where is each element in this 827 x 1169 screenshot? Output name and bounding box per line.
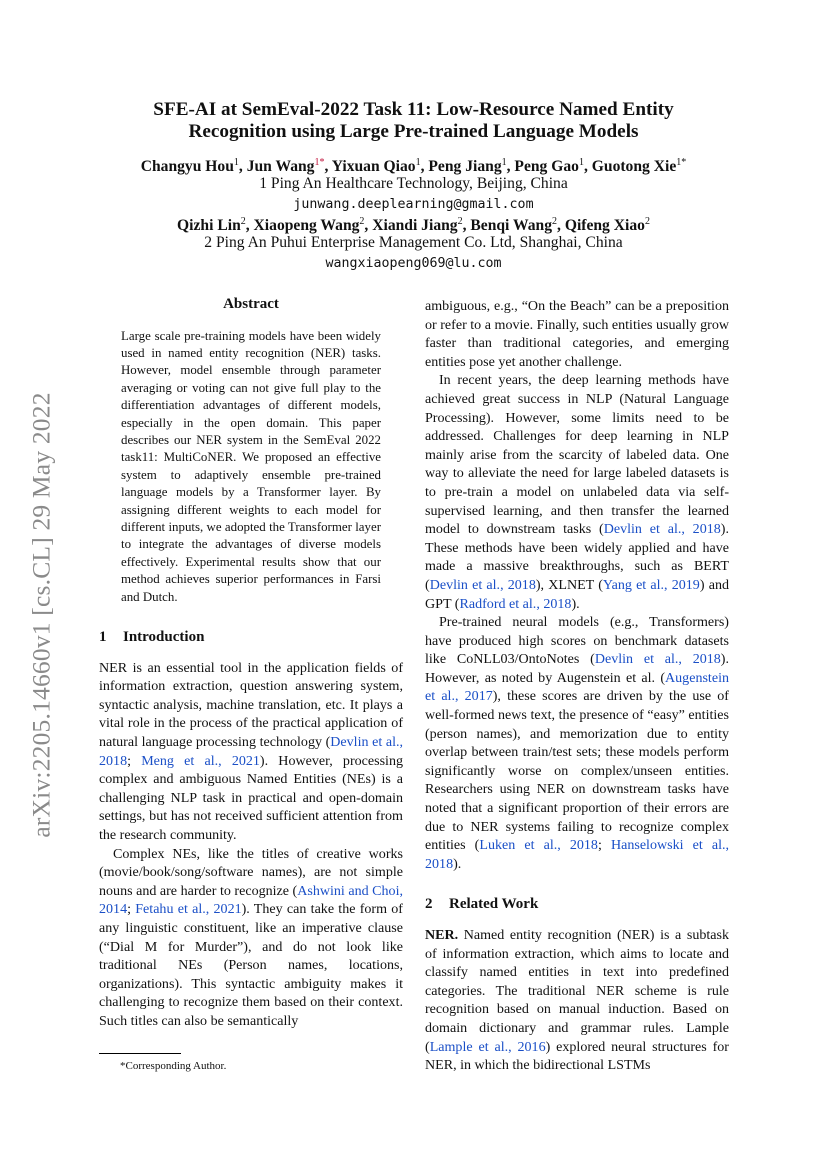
author-name: Benqi Wang <box>470 217 553 235</box>
author-affiliation-mark: 2 <box>359 216 365 227</box>
paragraph-text: ). These methods have been widely applied and have made a massive breakthroughs, such as BERT ( <box>425 521 729 593</box>
citation-link[interactable]: Meng et al., 2021 <box>141 752 260 769</box>
citation-link[interactable]: Hanselowski et al., 2018 <box>425 837 730 872</box>
intro-paragraph-1 <box>99 659 403 845</box>
paragraph-text: NER is an essential tool in the application fields of information extraction, question answering system, syntactic analysis, machine translation, etc. It plays a vital role in the process of the practical application of natural language processing technology ( <box>99 659 403 751</box>
right-column <box>425 297 729 1075</box>
author-name: Yixuan Qiao <box>331 158 416 176</box>
intro-paragraph-2 <box>99 845 403 1031</box>
author-affiliation-mark: 2 <box>457 216 463 227</box>
author-affiliation-mark: 1 <box>501 157 507 168</box>
paragraph-text: ). However, processing complex and ambiguous Named Entities (NEs) is a challenging NLP task in practical and open-domain settings, but has not received sufficient attention from the research community. <box>99 752 403 844</box>
author-name: Changyu Hou <box>140 158 234 176</box>
title-line-1: SFE-AI at SemEval-2022 Task 11: Low-Resource Named Entity <box>153 99 674 120</box>
citation-link[interactable]: Devlin et al., 2018 <box>594 651 721 668</box>
affiliation-1: 1 Ping An Healthcare Technology, Beijing, China <box>259 175 568 192</box>
footnote-corresponding-author: *Corresponding Author. <box>120 1060 227 1072</box>
author-affiliation-mark: 2 <box>644 216 650 227</box>
paragraph-text: ; <box>127 752 142 769</box>
intro-paragraph-2-continued: ambiguous, e.g., “On the Beach” can be a preposition or refer to a movie. Finally, such entities usually grow faster than traditional categories, and emerging entities pose yet another challenge. <box>425 298 729 370</box>
paragraph-lead: NER. <box>425 927 459 943</box>
paragraph-text: ). <box>571 595 580 612</box>
related-work-paragraph-1 <box>425 926 729 1075</box>
citation-link[interactable]: Fetahu et al., 2021 <box>135 901 242 918</box>
citation-link[interactable]: Devlin et al., 2018 <box>429 576 536 593</box>
paragraph-text: Complex NEs, like the titles of creative works (movie/book/song/software names), are not simple nouns and are harder to recognize ( <box>99 845 403 899</box>
citation-link[interactable]: Luken et al., 2018 <box>479 837 598 854</box>
paragraph-text: ) explored neural structures for NER, in which the bidirectional LSTMs <box>425 1038 729 1074</box>
citation-link[interactable]: Yang et al., 2019 <box>602 576 700 593</box>
paragraph-text: ), these scores are driven by the use of well-formed news text, the presence of “easy” entities (person names), and memorization due to entity overlap between train/test sets; these models perform significantly worse on complex/unseen entities. Researchers using NER on downstream tasks have noted that a significant proportion of their errors are due to NER systems failing to recognize complex entities ( <box>425 688 729 854</box>
paragraph-text: Pre-trained neural models (e.g., Transformers) have produced high scores on benchmark datasets like CoNLL03/OntoNotes ( <box>425 614 729 668</box>
paragraph-text: ). They can take the form of any linguistic constituent, like an imperative clause (“Dial M for Murder”), and do not look like traditional NEs (Person names, locations, organizations). This syntactic ambiguity makes it challenging to recognize them based on their context. Such titles can also be semantically <box>99 901 403 1029</box>
section-heading-introduction <box>99 628 403 647</box>
citation-link[interactable]: Ashwini and Choi, 2014 <box>99 882 403 918</box>
author-affiliation-mark[interactable]: 1* <box>314 157 325 168</box>
abstract-text: Large scale pre-training models have been widely used in named entity recognition (NER) tasks. However, model ensemble through parameter averaging or voting can not give full play to the differentiation advantages of different models, especially in the open domain. This paper describes our NER system in the SemEval 2022 task11: MultiCoNER. We proposed an effective system to adaptively ensemble pre-trained language models by a Transformer layer. By assigning different weights to each model for different inputs, we adopted the Transformer layer to integrate the advantages of diverse models effectively. Experimental results show that our method achieves superior performances in Farsi and Dutch. <box>121 328 381 604</box>
email-2: wangxiaopeng069@lu.com <box>325 256 502 271</box>
paragraph-text: ; <box>127 901 136 918</box>
author-name: Qifeng Xiao <box>564 217 645 235</box>
paragraph-text: In recent years, the deep learning methods have achieved great success in NLP (Natural Language Processing). However, some limits need to be addressed. Challenges for deep learning in NLP mainly arise from the scarcity of labeled data. One way to alleviate the need for large labeled datasets is to pre-train a model on unlabeled data via self-supervised learning, and then transfer the learned model to downstream tasks ( <box>425 372 729 538</box>
author-list-1: Changyu Hou$^1$, Jun Wang$^{1*}$, Yixuan Qiao$^1$, Peng Jiang$^1$, Peng Gao$^1$, Guotong Xie$^{1*}$ <box>140 157 687 176</box>
citation-link[interactable]: Radford et al., 2018 <box>459 595 572 612</box>
paragraph-text: ; <box>597 837 611 854</box>
author-name: Qizhi Lin <box>177 217 241 235</box>
author-name: Jun Wang <box>246 158 315 176</box>
author-name: Peng Jiang <box>428 158 502 176</box>
citation-link[interactable]: Lample et al., 2016 <box>429 1038 546 1055</box>
citation-link[interactable]: Devlin et al., 2018 <box>603 521 721 538</box>
author-name: Peng Gao <box>514 158 579 176</box>
title-line-2: Recognition using Large Pre-trained Language Models <box>188 121 639 142</box>
author-affiliation-mark: 1 <box>578 157 584 168</box>
author-list-2: Qizhi Lin$^2$, Xiaopeng Wang$^2$, Xiandi Jiang$^2$, Benqi Wang$^2$, Qifeng Xiao$^2$ <box>177 216 650 235</box>
paragraph-text: ). <box>453 855 462 872</box>
author-name: Xiandi Jiang <box>372 217 458 235</box>
arxiv-identifier-stamp <box>22 355 62 875</box>
author-affiliation-mark: 1 <box>415 157 421 168</box>
author-affiliation-mark: 2 <box>240 216 246 227</box>
author-name: Guotong Xie <box>591 158 677 176</box>
author-affiliation-mark: 1* <box>676 157 687 168</box>
intro-paragraph-4 <box>425 613 729 873</box>
section-number: 2 <box>425 896 433 913</box>
citation-link[interactable]: Augenstein et al., 2017 <box>425 669 729 705</box>
abstract-heading: Abstract <box>223 296 279 312</box>
arxiv-id-text: arXiv:2205.14660v1 [cs.CL] 29 May 2022 <box>27 392 57 838</box>
left-column <box>99 295 403 1031</box>
footnote-rule <box>99 1053 181 1054</box>
paragraph-text: ) and GPT ( <box>425 576 729 612</box>
section-title: Introduction <box>123 629 205 646</box>
affiliation-2: 2 Ping An Puhui Enterprise Management Co. Ltd, Shanghai, China <box>204 234 623 251</box>
author-name: Xiaopeng Wang <box>253 217 360 235</box>
author-affiliation-mark: 2 <box>552 216 558 227</box>
section-number: 1 <box>99 629 107 646</box>
paragraph-text: ), XLNET ( <box>535 576 603 593</box>
paragraph-text: ). However, as noted by Augenstein et al. ( <box>425 651 729 686</box>
intro-paragraph-3 <box>425 371 729 613</box>
citation-link[interactable]: Devlin et al., 2018 <box>99 734 403 769</box>
author-affiliation-mark: 1 <box>233 157 239 168</box>
email-1: junwang.deeplearning@gmail.com <box>293 197 534 212</box>
paragraph-text: Named entity recognition (NER) is a subtask of information extraction, which aims to locate and classify named entities in text into predefined categories. The traditional NER scheme is rule recognition based on manual induction. Based on domain dictionary and grammar rules. Lample ( <box>425 927 729 1055</box>
section-heading-related-work <box>425 895 729 914</box>
section-title: Related Work <box>449 896 539 913</box>
paper-title <box>100 99 727 143</box>
